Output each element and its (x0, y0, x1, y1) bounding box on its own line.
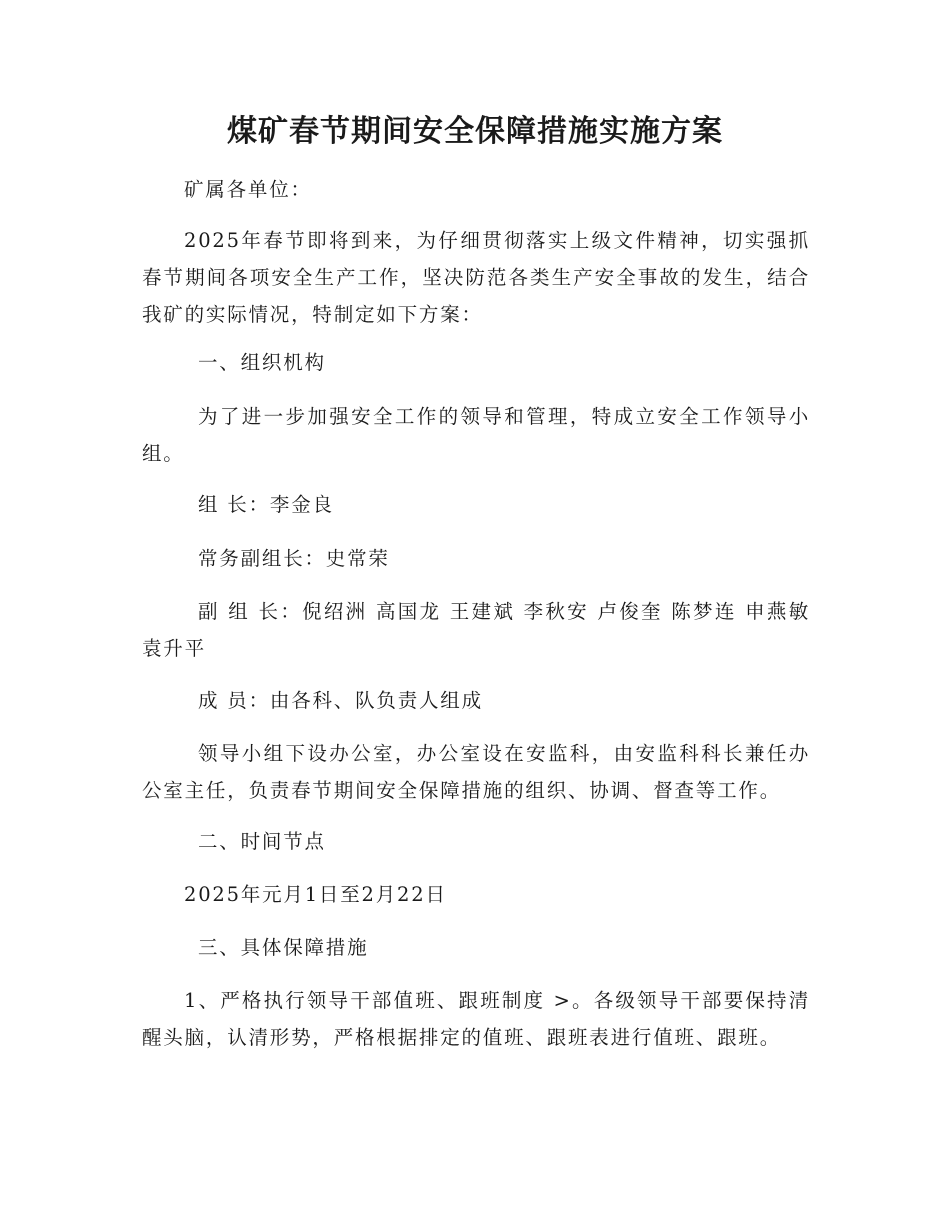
document-title: 煤矿春节期间安全保障措施实施方案 (227, 114, 723, 149)
members-line: 成 员：由各科、队负责人组成 (198, 689, 483, 712)
office-paragraph: 领导小组下设办公室，办公室设在安监科，由安监科科长兼任办公室主任，负责春节期间安全保障措施的组织、协调、督查等工作。 (142, 742, 810, 802)
section-heading-organization: 一、组织机构 (198, 351, 326, 374)
intro-paragraph: 2025年春节即将到来，为仔细贯彻落实上级文件精神，切实强抓春节期间各项安全生产工作，坚决防范各类生产安全事故的发生，结合我矿的实际情况，特制定如下方案： (142, 229, 810, 326)
section-heading-measures: 三、具体保障措施 (198, 936, 369, 959)
salutation: 矿属各单位： (184, 178, 312, 201)
time-range: 2025年元月1日至2月22日 (184, 883, 447, 906)
organization-paragraph: 为了进一步加强安全工作的领导和管理，特成立安全工作领导小组。 (142, 405, 810, 465)
measure-item-1: 1、严格执行领导干部值班、跟班制度 >。各级领导干部要保持清醒头脑，认清形势，严格根据排定的值班、跟班表进行值班、跟班。 (142, 989, 810, 1049)
section-heading-timeline: 二、时间节点 (198, 830, 326, 853)
deputies-line: 副 组 长：倪绍洲 高国龙 王建斌 李秋安 卢俊奎 陈梦连 申燕敏 袁升平 (142, 600, 810, 660)
leader-line: 组 长：李金良 (198, 493, 334, 516)
executive-deputy-line: 常务副组长：史常荣 (198, 547, 390, 570)
